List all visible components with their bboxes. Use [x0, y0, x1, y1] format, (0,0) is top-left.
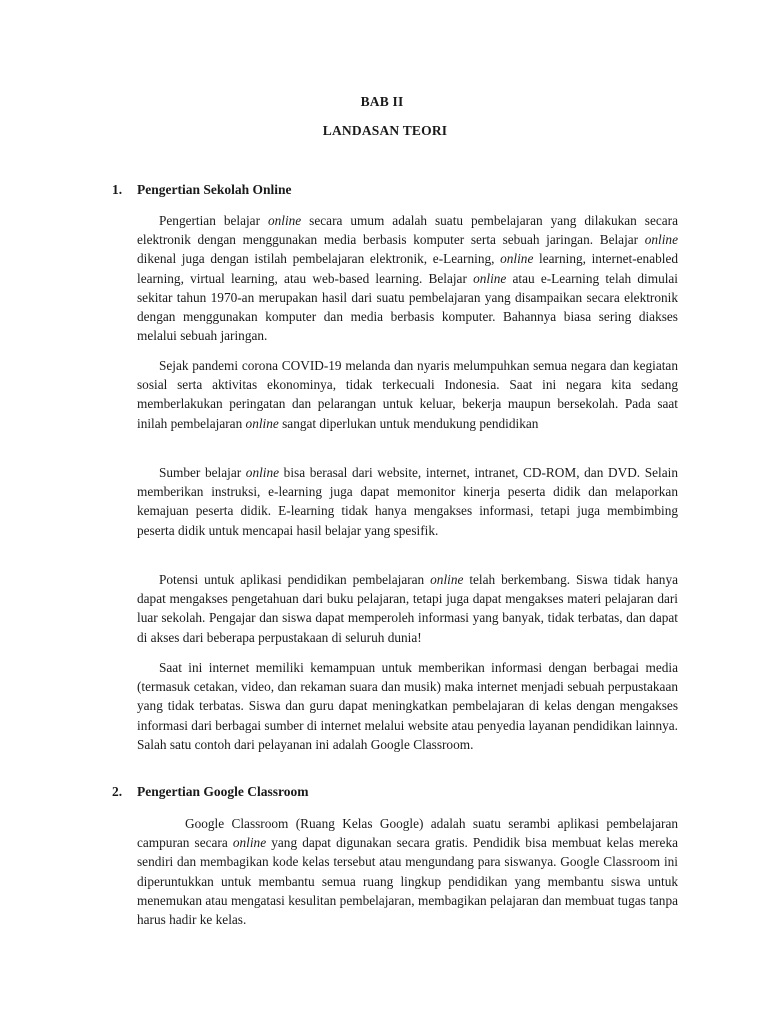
section-title: LANDASAN TEORI	[322, 123, 448, 138]
italic-term: online	[500, 251, 534, 267]
paragraph-2	[137, 356, 678, 433]
paragraph-4	[137, 570, 678, 647]
italic-term: online	[232, 835, 267, 851]
text-run: Google Classroom (Ruang Kelas Google) adalah suatu serambi aplikasi pembelajaran campuran secara	[137, 816, 678, 851]
text-run: atau e-Learning telah dimulai sekitar tahun 1970-an merupakan hasil dari suatu pembelajaran yang disampaikan secara elektronik dengan menggunakan komputer dan media berbasis komputer. Bahannya biasa sering diakses melalui sebuah jaringan.	[137, 270, 679, 344]
italic-term: online	[644, 232, 678, 248]
text-run: yang dapat digunakan secara gratis. Pendidik bisa membuat kelas mereka sendiri dan membagikan kode kelas tersebut atau mengundang para siswanya. Google Classroom ini diperuntukkan untuk membantu semua ruang lingkup pendidikan yang membantu siswa untuk menemukan atau mengatasi kesulitan pembelajaran, membagikan pelajaran dan membuat tugas tanpa harus hadir ke kelas.	[137, 835, 679, 928]
text-run: Saat ini internet memiliki kemampuan untuk memberikan informasi dengan berbagai media (termasuk cetakan, video, dan rekaman suara dan musik) maka internet menjadi sebuah perpustakaan yang tidak terbatas. Siswa dan guru dapat meningkatkan pembelajaran di kelas dengan mengakses informasi dari berbagai sumber di internet melalui website atau penyedia layanan pendidikan lainnya. Salah satu contoh dari pelayanan ini adalah Google Classroom.	[137, 660, 678, 752]
section-heading-1	[112, 182, 292, 198]
text-run: learning, internet-enabled learning, virtual learning, atau web-based learning. Belajar	[137, 251, 678, 286]
section-number: 2.	[112, 784, 123, 799]
paragraph-1	[137, 211, 678, 345]
section-heading-2	[112, 784, 308, 800]
text-run: bisa berasal dari website, internet, intranet, CD-ROM, dan DVD. Selain memberikan instruksi, e-learning juga dapat memonitor kinerja peserta didik dan melaporkan kemajuan peserta didik. E-learning tidak hanya mengakses informasi, tetapi juga membimbing peserta didik untuk mencapai hasil belajar yang spesifik.	[137, 465, 678, 538]
italic-term: online	[245, 415, 279, 431]
italic-term: online	[430, 572, 464, 587]
chapter-title: BAB II	[360, 94, 404, 109]
text-run: Pengertian belajar	[159, 213, 268, 228]
text-run: Sumber belajar	[159, 465, 246, 480]
text-run: dikenal juga dengan istilah pembelajaran elektronik, e-Learning,	[137, 251, 501, 267]
text-run: telah berkembang. Siswa tidak hanya dapat mengakses pengetahuan dari buku pelajaran, tetapi juga dapat mengakses materi pelajaran dari luar sekolah. Pengajar dan siswa dapat memperoleh informasi yang banyak, tidak terbatas, dan dapat di akses dari beberapa perpustakaan di seluruh dunia!	[137, 572, 679, 645]
section-number: 1.	[112, 182, 123, 197]
section-heading-text: Pengertian Google Classroom	[137, 784, 309, 799]
section-heading-text: Pengertian Sekolah Online	[137, 182, 292, 197]
paragraph-3	[137, 463, 678, 540]
text-run: secara umum adalah suatu pembelajaran yang dilakukan secara elektronik dengan menggunakan media berbasis komputer serta sebuah jaringan. Belajar	[137, 213, 678, 248]
paragraph-5	[137, 658, 678, 754]
italic-term: online	[473, 270, 507, 286]
paragraph-6	[137, 814, 678, 929]
text-run: Potensi untuk aplikasi pendidikan pembelajaran	[159, 572, 431, 587]
text-run: sangat diperlukan untuk mendukung pendidikan	[278, 415, 539, 431]
italic-term: online	[245, 465, 280, 480]
italic-term: online	[267, 213, 302, 228]
text-run: Sejak pandemi corona COVID-19 melanda dan nyaris melumpuhkan semua negara dan kegiatan sosial serta aktivitas ekonominya, tidak terkecuali Indonesia. Saat ini negara kita sedang memberlakukan peringatan dan pelarangan untuk keluar, bekerja maupun bersekolah. Pada saat inilah pembelajaran	[137, 358, 678, 431]
